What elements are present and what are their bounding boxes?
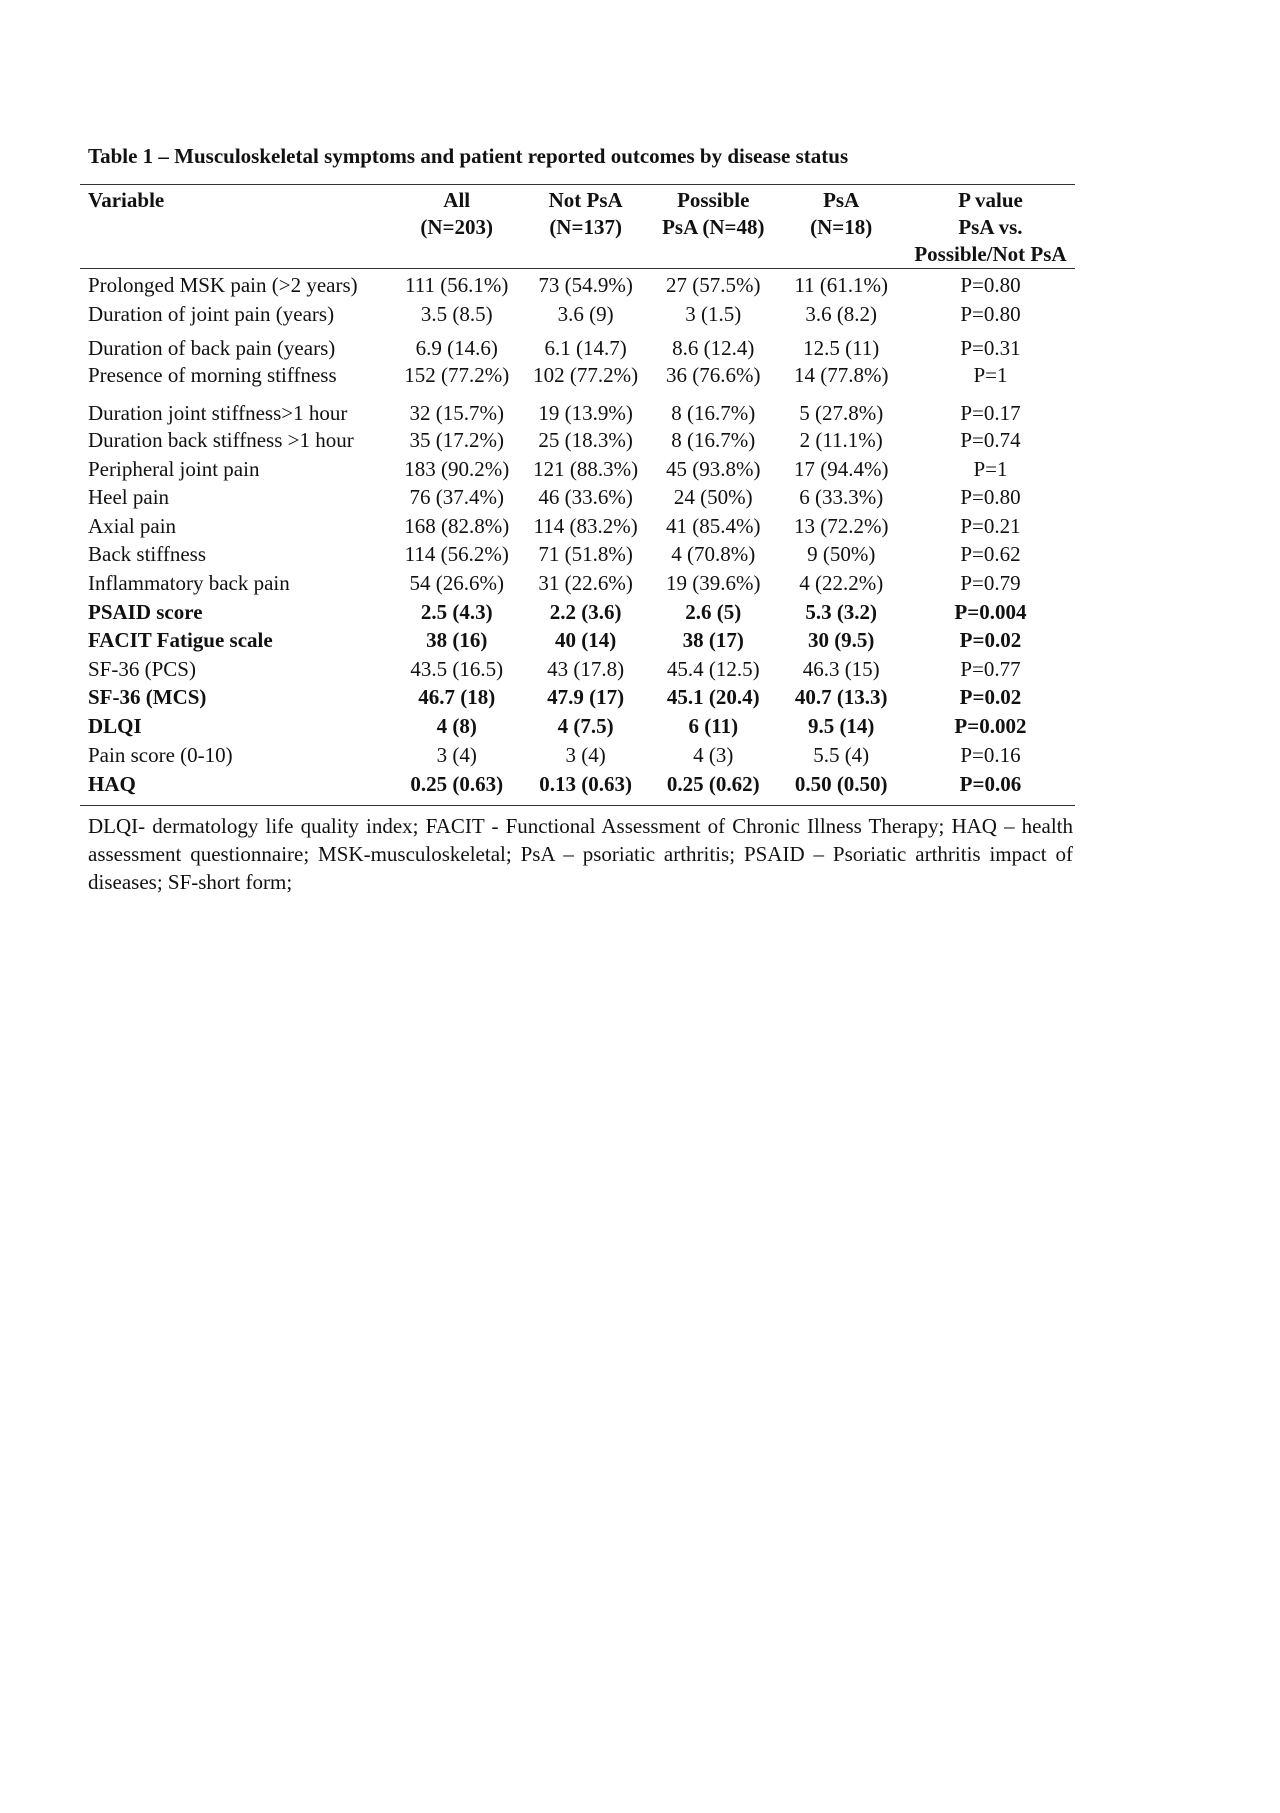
row-label: Inflammatory back pain [88, 571, 290, 596]
table-cell: 71 (51.8%) [538, 542, 633, 567]
table-cell: P=0.31 [960, 336, 1021, 361]
table-cell: 6 (33.3%) [799, 485, 884, 510]
row-label: PSAID score [88, 599, 203, 624]
row-label: Pain score (0-10) [88, 742, 233, 767]
row-label: Duration of joint pain (years) [88, 301, 335, 326]
column-header [650, 185, 776, 269]
table-cell: 32 (15.7%) [409, 400, 504, 425]
column-header-line: Possible/Not PsA [914, 242, 1067, 266]
table-cell: 9.5 (14) [807, 714, 875, 739]
table-cell: 30 (9.5) [807, 628, 875, 653]
table-cell: 46 (33.6%) [538, 485, 633, 510]
table-cell: 73 (54.9%) [538, 273, 633, 298]
table-cell: 6.9 (14.6) [415, 336, 498, 361]
table-cell: 4 (22.2%) [799, 571, 884, 596]
table-row [80, 300, 1075, 329]
table-cell: 2.5 (4.3) [420, 599, 493, 624]
table-cell: 152 (77.2%) [404, 363, 510, 388]
column-header [392, 185, 521, 269]
table-cell: 19 (13.9%) [538, 400, 633, 425]
table-cell: P=0.80 [960, 273, 1021, 298]
table-cell: 114 (56.2%) [404, 542, 509, 567]
table-cell: 183 (90.2%) [404, 456, 510, 481]
table-cell: 40.7 (13.3) [794, 685, 888, 710]
table-cell: P=0.74 [960, 428, 1021, 453]
table-cell: 36 (76.6%) [666, 363, 761, 388]
table-cell: P=1 [973, 456, 1008, 481]
table-cell: 2 (11.1%) [799, 428, 883, 453]
row-label: DLQI [88, 714, 142, 739]
table-cell: 11 (61.1%) [794, 273, 889, 298]
table-cell: P=0.62 [960, 542, 1021, 567]
table-cell: 45.4 (12.5) [666, 656, 760, 681]
row-label: SF-36 (PCS) [88, 656, 196, 681]
table-cell: 3 (4) [436, 742, 477, 767]
table-cell: 41 (85.4%) [666, 513, 761, 538]
column-header-line: PsA vs. [958, 215, 1023, 239]
table-row [80, 569, 1075, 598]
table-cell: P=0.02 [959, 685, 1022, 710]
table-cell: 43 (17.8) [547, 656, 625, 681]
column-header-line: Not PsA [548, 188, 623, 212]
table-cell: 14 (77.8%) [793, 363, 889, 388]
column-header-line: (N=137) [549, 215, 622, 239]
row-label: HAQ [88, 771, 136, 796]
table-footnote: DLQI- dermatology life quality index; FACIT - Functional Assessment of Chronic Illness Therapy; HAQ – health assessment questionnaire; MSK-musculoskeletal; PsA – psoriatic arthritis; PSAID – Psoriatic arthritis impact of diseases; SF-short form; [88, 814, 1073, 894]
table-row [80, 512, 1075, 541]
table-cell: 0.25 (0.63) [410, 771, 504, 796]
table-cell: 5.5 (4) [813, 742, 870, 767]
table-cell: 114 (83.2%) [533, 513, 638, 538]
table-title: Table 1 – Musculoskeletal symptoms and patient reported outcomes by disease status [88, 144, 849, 168]
table-cell: 168 (82.8%) [404, 513, 510, 538]
table-cell: 4 (7.5) [557, 714, 614, 739]
table-cell: 13 (72.2%) [793, 513, 889, 538]
column-header-line: P value [958, 188, 1023, 212]
column-header-line: PsA (N=48) [662, 215, 765, 239]
table-cell: P=1 [973, 363, 1008, 388]
table-cell: 46.3 (15) [802, 656, 880, 681]
row-label: Prolonged MSK pain (>2 years) [88, 273, 358, 298]
table-cell: 9 (50%) [807, 542, 876, 567]
table-cell: 102 (77.2%) [533, 363, 639, 388]
table-cell: 3.6 (8.2) [805, 301, 878, 326]
table-cell: 4 (3) [693, 742, 734, 767]
table-cell: P=0.80 [960, 301, 1021, 326]
table-cell: 2.2 (3.6) [549, 599, 622, 624]
column-header [776, 185, 905, 269]
table-header-row [80, 185, 1075, 269]
table-cell: 121 (88.3%) [533, 456, 639, 481]
table-cell: 0.13 (0.63) [539, 771, 632, 796]
table-cell: 5.3 (3.2) [805, 599, 878, 624]
column-header [521, 185, 650, 269]
table-cell: 27 (57.5%) [666, 273, 761, 298]
table-cell: 3 (4) [565, 742, 606, 767]
table-row [80, 269, 1075, 300]
column-header [80, 185, 392, 269]
table-cell: 2.6 (5) [685, 599, 742, 624]
row-label: Heel pain [88, 485, 170, 510]
table-cell: 31 (22.6%) [538, 571, 633, 596]
table-cell: 45.1 (20.4) [666, 685, 760, 710]
row-label: FACIT Fatigue scale [88, 628, 273, 653]
table-cell: 35 (17.2%) [409, 428, 504, 453]
table-cell: 3.5 (8.5) [420, 301, 493, 326]
table-cell: 8 (16.7%) [671, 428, 756, 453]
table-row [80, 769, 1075, 806]
table-cell: 5 (27.8%) [799, 400, 884, 425]
table-row [80, 683, 1075, 712]
row-label: Duration of back pain (years) [88, 336, 336, 361]
table-cell: 3.6 (9) [557, 301, 614, 326]
table-cell: 46.7 (18) [418, 685, 496, 710]
table-row [80, 655, 1075, 684]
table-cell: 4 (70.8%) [671, 542, 756, 567]
table-row [80, 454, 1075, 483]
table-cell: 4 (8) [436, 714, 477, 739]
results-table [80, 184, 1075, 806]
table-cell: P=0.21 [960, 513, 1021, 538]
column-header-line: (N=18) [810, 215, 873, 239]
row-label: Presence of morning stiffness [88, 363, 337, 388]
table-cell: P=0.002 [954, 714, 1027, 739]
table-row [80, 540, 1075, 569]
table-row [80, 626, 1075, 655]
row-label: Axial pain [88, 513, 177, 538]
row-label: SF-36 (MCS) [88, 685, 207, 710]
column-header-line: (N=203) [420, 215, 494, 239]
table-cell: 24 (50%) [673, 485, 753, 510]
table-cell: 111 (56.1%) [405, 273, 509, 298]
row-label: Peripheral joint pain [88, 456, 260, 481]
table-cell: 38 (17) [682, 628, 744, 653]
table-row [80, 483, 1075, 512]
table-cell: 43.5 (16.5) [410, 656, 504, 681]
table-row [80, 740, 1075, 769]
table-cell: P=0.02 [959, 628, 1022, 653]
table-cell: 54 (26.6%) [409, 571, 504, 596]
table-cell: 12.5 (11) [803, 336, 880, 361]
table-cell: P=0.79 [960, 571, 1021, 596]
column-header-line: All [443, 188, 471, 212]
table-cell: 6.1 (14.7) [544, 336, 627, 361]
row-label: Duration joint stiffness>1 hour [88, 400, 348, 425]
row-label: Duration back stiffness >1 hour [88, 428, 354, 453]
column-header [906, 185, 1075, 269]
column-header-line: Possible [677, 188, 750, 212]
table-cell: 17 (94.4%) [793, 456, 889, 481]
row-label: Back stiffness [88, 542, 207, 567]
column-header-line: PsA [823, 188, 860, 212]
column-header-line: Variable [88, 188, 165, 212]
table-cell: 38 (16) [426, 628, 488, 653]
table-row [80, 712, 1075, 741]
table-cell: 76 (37.4%) [409, 485, 504, 510]
table-cell: 25 (18.3%) [538, 428, 633, 453]
table-cell: P=0.77 [960, 656, 1021, 681]
table-cell: 19 (39.6%) [666, 571, 761, 596]
table-cell: 45 (93.8%) [666, 456, 761, 481]
table-row [80, 597, 1075, 626]
table-cell: P=0.06 [959, 771, 1022, 796]
table-cell: P=0.16 [960, 742, 1021, 767]
table-cell: P=0.80 [960, 485, 1021, 510]
table-row [80, 328, 1075, 361]
table-cell: 0.25 (0.62) [666, 771, 760, 796]
table-cell: 8.6 (12.4) [672, 336, 755, 361]
table-row [80, 390, 1075, 426]
table-cell: 0.50 (0.50) [794, 771, 888, 796]
table-cell: P=0.17 [960, 400, 1021, 425]
table-cell: 40 (14) [555, 628, 617, 653]
table-row [80, 361, 1075, 390]
table-cell: 3 (1.5) [685, 301, 742, 326]
table-row [80, 426, 1075, 455]
table-cell: 6 (11) [688, 714, 739, 739]
table-cell: P=0.004 [954, 599, 1027, 624]
table-cell: 8 (16.7%) [671, 400, 756, 425]
table-cell: 47.9 (17) [547, 685, 625, 710]
